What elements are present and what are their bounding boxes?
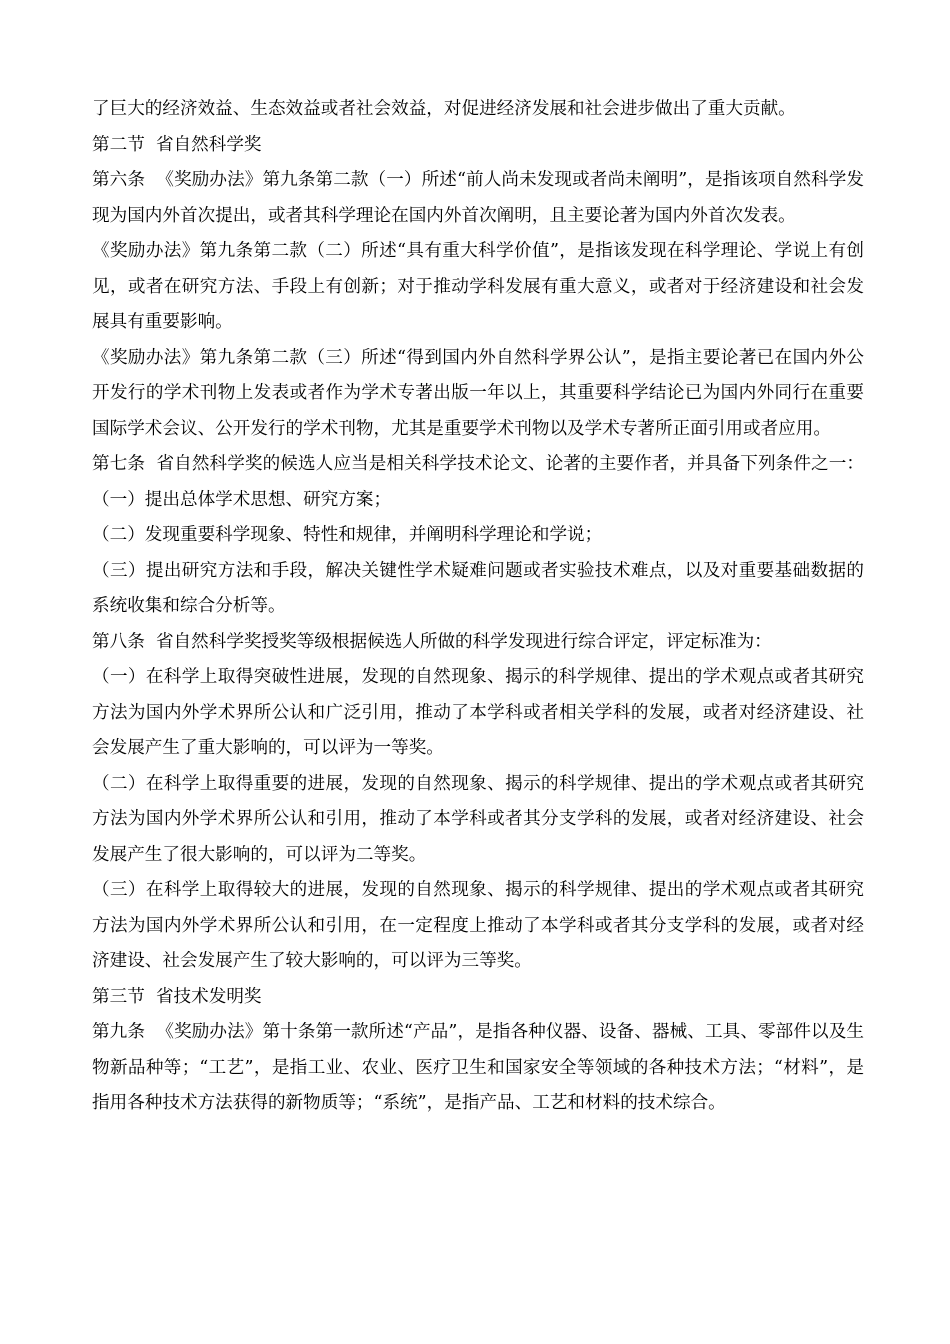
paragraph-continuation: 了巨大的经济效益、生态效益或者社会效益，对促进经济发展和社会进步做出了重大贡献。 [92, 99, 796, 119]
article-8-third-prize: （三）在科学上取得较大的进展，发现的自然现象、揭示的科学规律、提出的学术观点或者其研究方法为国内外学术界所公认和引用，在一定程度上推动了本学科或者其分支学科的发展，或者对经济建设、社会发展产生了较大影响的，可以评为三等奖。 [92, 880, 864, 971]
document-page [92, 92, 864, 1122]
article-6: 第六条 《奖励办法》第九条第二款（一）所述“前人尚未发现或者尚未阐明”，是指该项自然科学发现为国内外首次提出，或者其科学理论在国内外首次阐明，且主要论著为国内外首次发表。 [92, 170, 864, 226]
article-7-item-2: （二）发现重要科学现象、特性和规律，并阐明科学理论和学说； [92, 525, 603, 545]
article-8-first-prize: （一）在科学上取得突破性进展，发现的自然现象、揭示的科学规律、提出的学术观点或者其研究方法为国内外学术界所公认和广泛引用，推动了本学科或者相关学科的发展，或者对经济建设、社会发展产生了重大影响的，可以评为一等奖。 [92, 667, 864, 758]
article-7: 第七条 省自然科学奖的候选人应当是相关科学技术论文、论著的主要作者，并具备下列条件之一：（一）提出总体学术思想、研究方案； [92, 454, 864, 510]
article-6-clause-2: 《奖励办法》第九条第二款（二）所述“具有重大科学价值”，是指该发现在科学理论、学说上有创见，或者在研究方法、手段上有创新；对于推动学科发展有重大意义，或者对于经济建设和社会发展具有重要影响。 [92, 241, 864, 332]
section-heading-technical-invention: 第三节 省技术发明奖 [92, 986, 262, 1007]
section-heading-natural-science: 第二节 省自然科学奖 [92, 134, 262, 155]
article-8-second-prize: （二）在科学上取得重要的进展，发现的自然现象、揭示的科学规律、提出的学术观点或者其研究方法为国内外学术界所公认和引用，推动了本学科或者其分支学科的发展，或者对经济建设、社会发展产生了很大影响的，可以评为二等奖。 [92, 773, 864, 865]
article-6-clause-3: 《奖励办法》第九条第二款（三）所述“得到国内外自然科学界公认”，是指主要论著已在国内外公开发行的学术刊物上发表或者作为学术专著出版一年以上，其重要科学结论已为国内外同行在重要国际学术会议、公开发行的学术刊物，尤其是重要学术刊物以及学术专著所正面引用或者应用。 [92, 347, 864, 439]
article-7-item-3: （三）提出研究方法和手段，解决关键性学术疑难问题或者实验技术难点，以及对重要基础数据的系统收集和综合分析等。 [92, 560, 864, 616]
article-9: 第九条 《奖励办法》第十条第一款所述“产品”，是指各种仪器、设备、器械、工具、零部件以及生物新品种等；“工艺”，是指工业、农业、医疗卫生和国家安全等领域的各种技术方法；“材料”，是指用各种技术方法获得的新物质等；“系统”，是指产品、工艺和材料的技术综合。 [92, 1022, 864, 1113]
article-8: 第八条 省自然科学奖授奖等级根据候选人所做的科学发现进行综合评定，评定标准为： [92, 631, 772, 652]
